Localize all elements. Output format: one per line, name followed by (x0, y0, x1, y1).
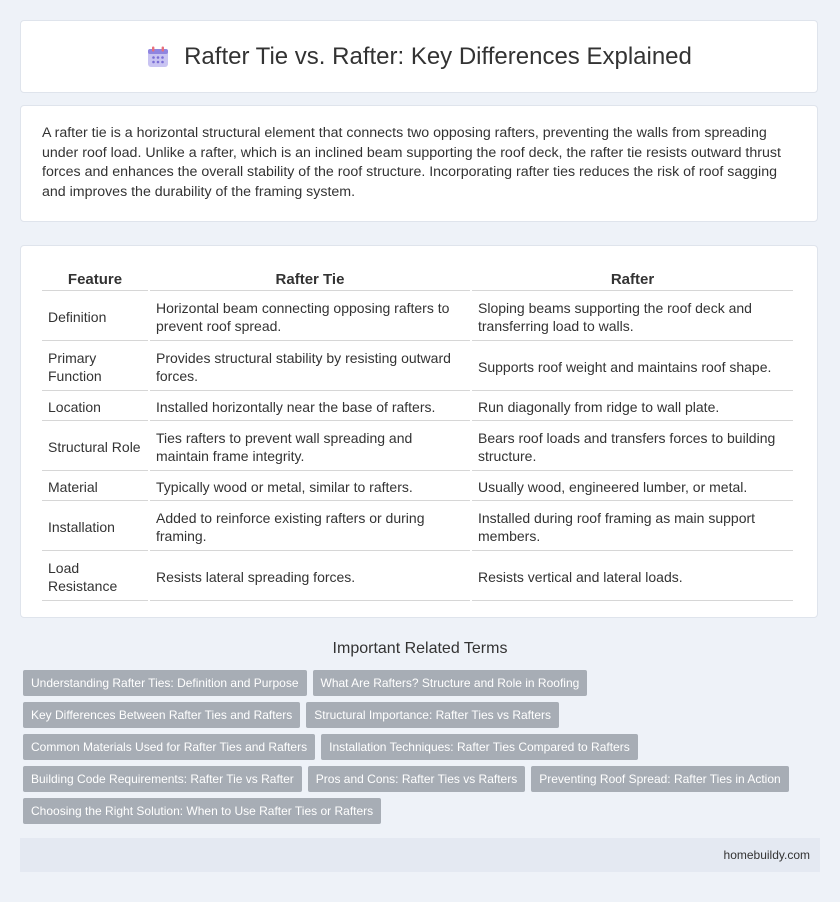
table-row (42, 423, 793, 471)
feature-cell: Definition (42, 293, 148, 341)
comparison-card (20, 245, 818, 618)
related-term-tag[interactable]: Pros and Cons: Rafter Ties vs Rafters (308, 766, 525, 792)
calendar-icon (146, 45, 170, 69)
related-term-tag[interactable]: Structural Importance: Rafter Ties vs Rafters (306, 702, 559, 728)
rafter-tie-cell: Resists lateral spreading forces. (150, 553, 470, 601)
table-row (42, 503, 793, 551)
related-term-tag[interactable]: Choosing the Right Solution: When to Use Rafter Ties or Rafters (23, 798, 381, 824)
table-row (42, 293, 793, 341)
table-row (42, 473, 793, 501)
rafter-tie-cell: Ties rafters to prevent wall spreading and maintain frame integrity. (150, 423, 470, 471)
feature-cell: Location (42, 393, 148, 421)
intro-card (20, 105, 818, 222)
header-rafter: Rafter (472, 266, 793, 291)
related-term-tag[interactable]: Common Materials Used for Rafter Ties and Rafters (23, 734, 315, 760)
rafter-cell: Supports roof weight and maintains roof shape. (472, 343, 793, 391)
table-row (42, 393, 793, 421)
related-term-tag[interactable]: Understanding Rafter Ties: Definition and Purpose (23, 670, 307, 696)
feature-cell: Primary Function (42, 343, 148, 391)
table-header-row (42, 266, 793, 291)
feature-cell: Material (42, 473, 148, 501)
rafter-tie-cell: Provides structural stability by resisting outward forces. (150, 343, 470, 391)
rafter-tie-cell: Horizontal beam connecting opposing rafters to prevent roof spread. (150, 293, 470, 341)
rafter-cell: Bears roof loads and transfers forces to building structure. (472, 423, 793, 471)
rafter-cell: Usually wood, engineered lumber, or metal. (472, 473, 793, 501)
related-term-tag[interactable]: Preventing Roof Spread: Rafter Ties in Action (531, 766, 788, 792)
related-term-tag[interactable]: Key Differences Between Rafter Ties and Rafters (23, 702, 300, 728)
related-term-tag[interactable]: Building Code Requirements: Rafter Tie vs Rafter (23, 766, 302, 792)
header-feature: Feature (42, 266, 148, 291)
related-terms-list (23, 670, 813, 830)
related-term-tag[interactable]: What Are Rafters? Structure and Role in Roofing (313, 670, 588, 696)
footer (20, 838, 820, 872)
rafter-cell: Resists vertical and lateral loads. (472, 553, 793, 601)
comparison-table (40, 264, 795, 603)
related-term-tag[interactable]: Installation Techniques: Rafter Ties Compared to Rafters (321, 734, 638, 760)
title-card (20, 20, 818, 93)
table-row (42, 553, 793, 601)
rafter-cell: Sloping beams supporting the roof deck and transferring load to walls. (472, 293, 793, 341)
rafter-tie-cell: Installed horizontally near the base of rafters. (150, 393, 470, 421)
feature-cell: Installation (42, 503, 148, 551)
rafter-cell: Installed during roof framing as main support members. (472, 503, 793, 551)
footer-site[interactable]: homebuildy.com (723, 848, 810, 862)
related-terms-title: Important Related Terms (332, 640, 508, 657)
rafter-tie-cell: Added to reinforce existing rafters or during framing. (150, 503, 470, 551)
header-rafter-tie: Rafter Tie (150, 266, 470, 291)
rafter-tie-cell: Typically wood or metal, similar to rafters. (150, 473, 470, 501)
table-row (42, 343, 793, 391)
feature-cell: Load Resistance (42, 553, 148, 601)
page-title: Rafter Tie vs. Rafter: Key Differences Explained (184, 42, 692, 70)
rafter-cell: Run diagonally from ridge to wall plate. (472, 393, 793, 421)
intro-text: A rafter tie is a horizontal structural element that connects two opposing rafters, preventing the walls from spreading under roof load. Unlike a rafter, which is an inclined beam supporting the roof deck, the rafter tie resists outward thrust forces and enhances the overall stability of the roof structure. Incorporating rafter ties reduces the risk of roof sagging and improves the durability of the framing system. (42, 125, 781, 200)
feature-cell: Structural Role (42, 423, 148, 471)
